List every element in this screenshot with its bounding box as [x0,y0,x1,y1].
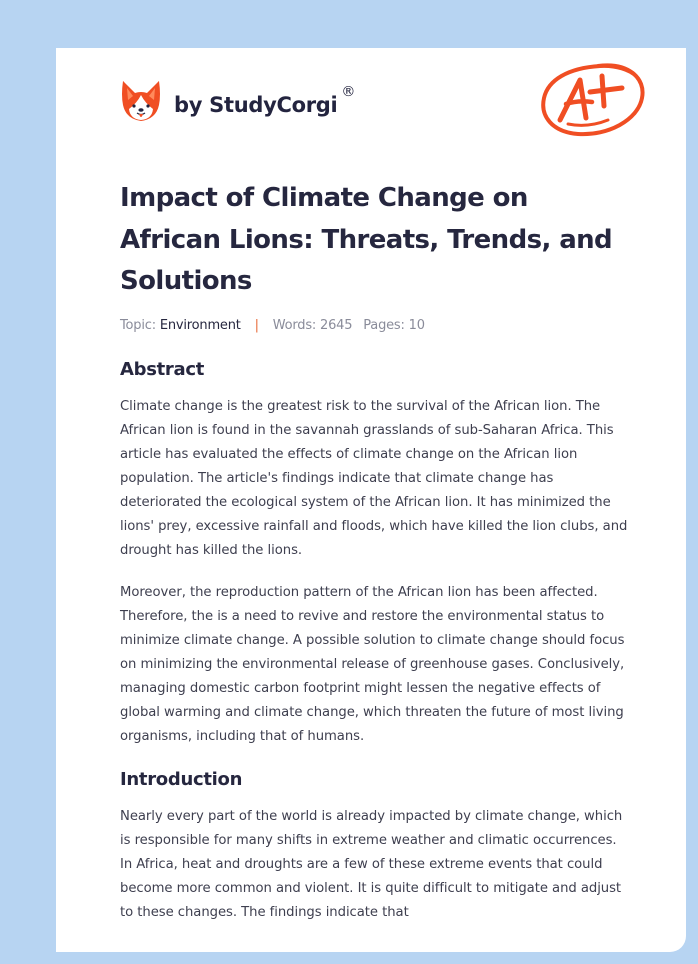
pages-count: 10 [408,317,425,333]
registered-mark: ® [341,84,356,100]
article-meta [120,316,632,336]
meta-separator: | [254,317,259,333]
header [56,48,686,158]
brand-name: by StudyCorgi [174,93,338,117]
page-title: Impact of Climate Change on African Lions: Threats, Trends, and Solutions [120,183,613,296]
studycorgi-logo[interactable] [120,74,355,130]
introduction-paragraph-1: Nearly every part of the world is already impacted by climate change, which is responsible for many shifts in extreme weather and climatic occurrences. In Africa, heat and droughts are a few of these extreme events that could become more common and violent. It is quite difficult to mitigate and adjust to these changes. The findings indicate that [120,808,623,920]
abstract-paragraph-2: Moreover, the reproduction pattern of the African lion has been affected. Therefore, the is a need to revive and restore the environmental status to minimize climate change. A possible solution to climate change should focus on minimizing the environmental release of greenhouse gases. Conclusively, managing domestic carbon footprint might lessen the negative effects of global warming and climate change, which threaten the future of most living organisms, including that of humans. [120,584,625,744]
abstract-paragraph-1: Climate change is the greatest risk to the survival of the African lion. The African lion is found in the savannah grasslands of sub-Saharan Africa. This article has evaluated the effects of climate change on the African lion population. The article's findings indicate that climate change has deteriorated the ecological system of the African lion. It has minimized the lions' prey, excessive rainfall and floods, which have killed the lion clubs, and drought has killed the lions. [120,398,628,558]
article-content [120,178,632,925]
document-card [56,48,686,952]
topic-link[interactable]: Environment [159,317,241,333]
topic-label: Topic: [120,317,156,333]
section-heading-abstract: Abstract [120,358,205,380]
corgi-icon [120,79,162,125]
pages-label: Pages: [363,317,405,333]
words-label: Words: [272,317,317,333]
section-heading-introduction: Introduction [120,768,243,790]
words-count: 2645 [320,317,353,333]
a-plus-grade-icon [538,58,648,140]
